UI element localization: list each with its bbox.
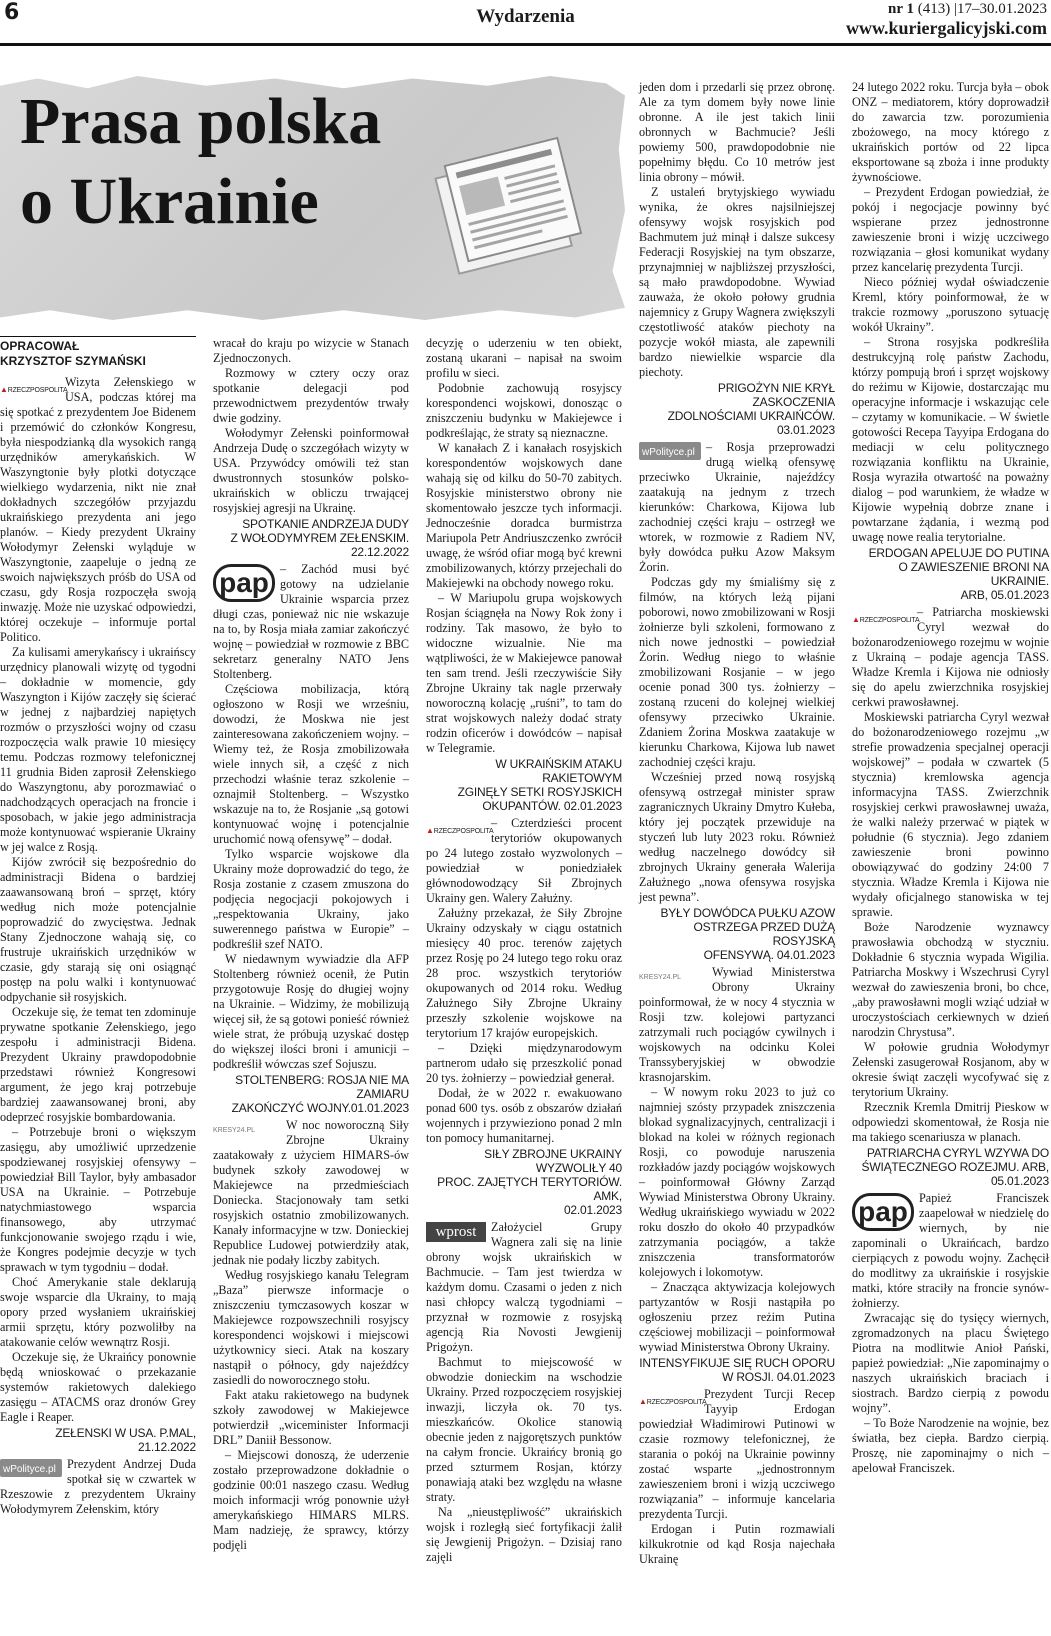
author-byline — [0, 336, 196, 369]
paragraph: Moskiewski patriarcha Cyryl wezwał do bożonarodzeniowego rozejmu „w strefie prowadzenia specjalnej operacji wojskowej” – podała w czwartek (5 stycznia) kremlowska agencja informacyjna TASS. Zwierzchnik rosyjskiej cerkwi prawosławnej uważa, że walki należy przerwać w piątek w południe (6 stycznia). Jego zdaniem zawieszenie broni powinno obowiązywać do godziny 24:00 7 stycznia. Władze Kremla i Kijowa nie wydały oficjalnego stanowiska w tej sprawie. — [852, 710, 1049, 919]
paragraph: Rozmowy w cztery oczy oraz spotkanie delegacji pod przewodnictwem prezydentów trwały dwie godziny. — [213, 366, 409, 425]
paragraph: Na „nieustępliwość” ukraińskich wojsk i rozległą sieć fortyfikacji żalił się Jewgienij Prigożyn. – Dzisiaj rano zajęli — [426, 1505, 622, 1564]
paragraph: – Prezydent Erdogan powiedział, że pokój i negocjacje powinny być wspierane przez jednostronne zawieszenie broni i wizję uczciwego rozwiązania – głosi komunikat wydany przez kancelarię prezydenta Turcji. — [852, 185, 1049, 274]
kresy24-logo: KRESY24.PL — [213, 1127, 256, 1134]
page-number: 6 — [4, 0, 20, 25]
column-3 — [426, 336, 622, 1565]
source-credit: STOLTENBERG: ROSJA NIE MA ZAMIARU ZAKOŃCZYĆ WOJNY.01.01.2023 — [231, 1073, 409, 1115]
source-credit: ERDOGAN APELUJE DO PUTINA O ZAWIESZENIE BRONI NA UKRAINIE. ARB, 05.01.2023 — [868, 546, 1049, 602]
paragraph: Erdogan i Putin rozmawiali kilkukrotnie od kąd Rosja najechała Ukrainę — [639, 1522, 835, 1566]
paragraph: jeden dom i przedarli się przez obronę. Ale za tym domem były nowe linie obronne. A ile jest takich linii obronnych w Bachmucie? Jeśli powiemy 500, prawdopodobnie nie popełnimy błędu. Co 10 metrów jest linia obrony – mówił. — [639, 80, 835, 184]
kresy24-logo: KRESY24.PL — [639, 974, 682, 981]
paragraph: Choć Amerykanie stale deklarują swoje wsparcie dla Ukrainy, to mają opory przed wysłaniem ukraińskiej armii sprzętu, który pozwoliłby na atakowanie celów wewnątrz Rosji. — [0, 1275, 196, 1349]
title-line-2: o Ukrainie — [20, 165, 319, 238]
paragraph: W połowie grudnia Wołodymyr Zełenski zasugerował Rosjanom, aby w okresie świąt zaczęli wycofywać się z terytorium Ukrainy. — [852, 1040, 1049, 1099]
rzeczpospolita-logo: ▲RZECZPOSPOLITA — [426, 826, 494, 835]
paragraph: Bachmut to miejscowość w obwodzie donieckim na wschodzie Ukrainy. Przed rozpoczęciem rosyjskiej inwazji, liczyła ok. 70 tys. mieszkańców. Okolice stanowią obecnie jeden z najgorętszych punktów na całym froncie. Ukraińcy bronią go przed szturmem Rosjan, którzy ponawiają ataki bez względu na własne straty. — [426, 1355, 622, 1504]
title-line-1: Prasa polska — [20, 85, 382, 158]
rzeczpospolita-logo: ▲RZECZPOSPOLITA — [0, 385, 68, 394]
rzeczpospolita-logo: ▲RZECZPOSPOLITA — [852, 615, 920, 624]
paragraph: W noc noworoczną Siły Zbrojne Ukrainy zaatakowały z użyciem HIMARS-ów budynek szkoły zawodowej w Makiejewce na przedmieściach Doniecka. Stacjonowały tam setki rosyjskich ostatnio zmobilizowanych. Kanały informacyjne w tzw. Donieckiej Republice Ludowej potwierdziły atak, jednak nie podały liczby zabitych. — [213, 1118, 409, 1267]
paragraph: Podobnie zachowują rosyjscy korespondenci wojskowi, donosząc o zniszczeniu budynku w Makiejewce i podkreślając, że straty są nieznaczne. — [426, 381, 622, 440]
paragraph: – Czterdzieści procent terytoriów okupowanych po 24 lutego zostało wyzwolonych – powiedział w poniedziałek głównodowodzący Sił Zbrojnych Ukrainy gen. Walery Załużny. — [426, 816, 622, 905]
paragraph: Wywiad Ministerstwa Obrony Ukrainy poinformował, że w nocy 4 stycznia w Rosji tzw. kolejowi partyzanci zatrzymali ruch pociągów cywilnych i wojskowych na odcinku Kolei Transsyberyjskiej w obwodzie krasnojarskim. — [639, 965, 835, 1084]
paragraph: Boże Narodzenie wyznawcy prawosławia obchodzą w styczniu. Dokładnie 6 stycznia wypada Wigilia. Patriarcha Moskwy i Wszechrusi Cyryl wezwał do zawieszenia broni, bo chce, „aby prawosławni mogli wziąć udział w uroczystościach cerkiewnych w dzień narodzin Chrystusa”. — [852, 920, 1049, 1039]
source-credit: W UKRAIŃSKIM ATAKU RAKIETOWYM ZGINĘŁY SETKI ROSYJSKICH OKUPANTÓW. 02.01.2023 — [457, 757, 622, 813]
paragraph: W niedawnym wywiadzie dla AFP Stoltenberg również ocenił, że Putin przygotowuje Rosję do długiej wojny na Ukrainie. – Widzimy, że mobilizują więcej sił, że są gotowi ponieść również wiele strat, że próbują uzyskać dostęp do większej ilości broni i amunicji – podkreślił wówczas szef Sojuszu. — [213, 952, 409, 1071]
paragraph: Fakt ataku rakietowego na budynek szkoły zawodowej w Makiejewce potwierdził „wiceminister Informacji DRL” Daniił Bessonow. — [213, 1388, 409, 1447]
pap-logo: pap — [213, 564, 275, 602]
paragraph: Załużny przekazał, że Siły Zbrojne Ukrainy odzyskały w ciągu ostatnich miesięcy 40 proc. terenów zajętych przez Rosję po 24 lutego tego roku oraz 28 proc. wszystkich terytoriów okupowanych od 2014 roku. Według Załużnego Siły Zbrojne Ukrainy przeszły szkolenie wojskowe na terytorium 17 krajów europejskich. — [426, 906, 622, 1040]
byline-label: OPRACOWAŁ — [0, 339, 80, 353]
paragraph: wracał do kraju po wizycie w Stanach Zjednoczonych. — [213, 336, 409, 365]
paragraph: – To Boże Narodzenie na wojnie, bez światła, bez ciepła. Bardzo cierpią. Proszę, nie zapominajmy o nich – apelował Franciszek. — [852, 1416, 1049, 1475]
paragraph: Za kulisami amerykańscy i ukraińscy urzędnicy planowali wizytę od tygodni – dokładnie w momencie, gdy Waszyngton i Kijów zaczęły się ścierać w jednej z najbardziej napiętych rozmów o przyszłości wojny od czasu rozpoczęcia walk prawie 10 miesięcy temu. Podczas rozmowy telefonicznej 11 grudnia Biden zaprosił Zełenskiego do Waszyngtonu, aby porozmawiać o nadchodzących operacjach na froncie i sposobach, w jakie jego administracja może kontynuować wspieranie Ukrainy w jej walce z Rosją. — [0, 645, 196, 854]
source-credit: PATRIARCHA CYRYL WZYWA DO ŚWIĄTECZNEGO ROZEJMU. ARB, 05.01.2023 — [861, 1146, 1049, 1188]
paragraph: Tylko wsparcie wojskowe dla Ukrainy może doprowadzić do tego, że Rosja zostanie z czasem zmuszona do podjęcia negocjacji pokojowych i „respektowania Ukrainy, jako suwerennego państwa w Europie” – podkreślił szef NATO. — [213, 847, 409, 951]
paragraph: Wcześniej przed nową rosyjską ofensywą ostrzegał minister spraw zagranicznych Ukrainy Dmytro Kułeba, który jej początek przewiduje na styczeń lub luty 2023 roku. Również według naczelnego dowódcy sił zbrojnych Ukrainy generała Walerija Załużnego „nowa ofensywa rosyjska jest pewna”. — [639, 770, 835, 904]
paragraph: – Miejscowi donoszą, że uderzenie zostało przeprowadzone dokładnie o godzinie 00:01 naszego czasu. Według moich informacji wróg ponownie użył amerykańskiego HIMARS MLRS. Mam nadzieję, że sprawcy, którzy podjęli — [213, 1448, 409, 1552]
wprost-logo: wprost — [426, 1222, 486, 1242]
paragraph: Oczekuje się, że temat ten zdominuje prywatne spotkanie Zełenskiego, jego zespołu i administracji Bidena. Prezydent Ukrainy prawdopodobnie przedstawi również Kongresowi argument, że jego kraj potrzebuje bardziej zaawansowanej broni, aby odeprzeć rosyjskie bombardowania. — [0, 1005, 196, 1124]
source-credit: SPOTKANIE ANDRZEJA DUDY Z WOŁODYMYREM ZEŁENSKIM. 22.12.2022 — [230, 517, 409, 559]
pap-logo: pap — [852, 1193, 914, 1231]
author-name: KRZYSZTOF SZYMAŃSKI — [0, 354, 146, 368]
rzeczpospolita-logo: ▲RZECZPOSPOLITA — [639, 1397, 707, 1406]
paragraph: Z ustaleń brytyjskiego wywiadu wynika, że okres najsilniejszej ofensywy wojsk rosyjskich pod Bachmutem już minął i dalsze sukcesy Federacji Rosyjskiej na tym obszarze, przynajmniej w najbliższej przyszłości, są mało prawdopodobne. Wywiad zauważa, że około połowy grudnia najemnicy z Grupy Wagnera zwiększyli częstotliwość ataków piechoty na pozycje wokół miasta, ale zapewnili bardzo niewielkie wsparcie dla piechoty. — [639, 185, 835, 379]
issue-number: nr 1 — [888, 1, 914, 17]
paragraph: Założyciel Grupy Wagnera zali się na linie obrony wojsk ukraińskich w Bachmucie. – Tam jest twierdza w każdym domu. Czasami o jeden z nich nasi chłopcy walczą tygodniami – przyznał w rozmowie z rosyjską agencją Ria Novosti Jewgienij Prigożyn. — [426, 1220, 622, 1354]
paragraph: – W Mariupolu grupa wojskowych Rosjan ściągnęła na Nowy Rok żony i rodziny. Tak masowo, że było to widoczne wizualnie. Nie ma wątpliwości, że w Makiejewce panował ten sam trend. Jeśli rzeczywiście Siły Zbrojne Ukrainy tak nagle przerwały noworoczną kolację „ruśni”, to tam do strat wojskowych należy dodać straty rodzin oficerów i dowódców – napisał w Telegramie. — [426, 591, 622, 755]
paragraph: Dodał, że w 2022 r. ewakuowano ponad 600 tys. osób z obszarów działań wojennych i przywieziono ponad 2 mln ton pomocy humanitarnej. — [426, 1086, 622, 1145]
source-credit: INTENSYFIKUJE SIĘ RUCH OPORU W ROSJI. 04.01.2023 — [639, 1356, 835, 1384]
paragraph: – Rosja przeprowadzi drugą wielką ofensywę przeciwko Ukrainie, najeźdźcy zaatakują na jednym z trzech kierunków: Charkowa, Kijowa lub zachodniej części kraju – ostrzegł we wtorek, w rozmowie z Radiem NV, były dowódca pułku Azow Maksym Żorin. — [639, 440, 835, 574]
wpolityce-logo: wPolityce.pl — [639, 442, 701, 460]
paragraph: Wizyta Zełenskiego w USA, podczas której ma się spotkać z prezydentem Joe Bidenem i przemówić do członków Kongresu, była niespodzianką dla wysokich rangą urzędników amerykańskich. W Waszyngtonie były plotki dotyczące wielkiego wydarzenia, nikt nie znał dokładnych szczegółów przyjazdu ukraińskiego prezydenta ani jego planów. – Kiedy prezydent Ukrainy Wołodymyr Zełenski wyląduje w Waszyngtonie, zaapeluje o jedną ze swoich największych próśb do USA od czasu, gdy Rosja rozpoczęła swoją inwazję. Może nie uzyskać odpowiedzi, której oczekuje – informuje portal Politico. — [0, 375, 196, 644]
paragraph: Papież Franciszek zaapelował w niedzielę do wiernych, by nie zapominali o Ukraińcach, bardzo cierpiących z powodu wojny. Zachęcił do modlitwy za ukraińskie i rosyjskie matki, które straciły na froncie synów-żołnierzy. — [852, 1191, 1049, 1310]
source-credit: ZEŁENSKI W USA. P.MAL, 21.12.2022 — [55, 1426, 196, 1454]
paragraph: W kanałach Z i kanałach rosyjskich korespondentów wojskowych dane wahają się od kilku do 50-70 zabitych. Rosyjskie ministerstwo obrony nie skomentowało jeszcze tych informacji. Jednocześnie doradca burmistrza Mariupola Petr Andriuszczenko zwrócił uwagę, że wśród ofiar mogą być krewni zmobilizowanych, którzy przejechali do Makiejewki na obchody nowego roku. — [426, 441, 622, 590]
paragraph: Nieco później wydał oświadczenie Kreml, który poinformował, że w trakcie rozmowy „poruszono sytuację wokół Ukrainy”. — [852, 275, 1049, 334]
paragraph: 24 lutego 2022 roku. Turcja była – obok ONZ – mediatorem, który doprowadził do zawarcia tzw. porozumienia zbożowego, na mocy którego z ukraińskich portów od 22 lipca eksportowane są zboża i inne produkty żywnościowe. — [852, 80, 1049, 184]
page-header — [0, 0, 1051, 46]
paragraph: Zwracając się do tysięcy wiernych, zgromadzonych na placu Świętego Piotra na modlitwie Anioł Pański, papież powiedział: „Nie zapominajmy o naszych ukraińskich braciach i siostrach. Bardzo cierpią z powodu wojny”. — [852, 1311, 1049, 1415]
source-credit: PRIGOŻYN NIE KRYŁ ZASKOCZENIA ZDOLNOŚCIAMI UKRAIŃCÓW. 03.01.2023 — [667, 381, 835, 437]
paragraph: Wołodymyr Zełenski poinformował Andrzeja Dudę o szczegółach wizyty w USA. Przywódcy omówili też stan dwustronnych stosunków polsko-ukraińskich w obliczu trwającej rosyjskiej agresji na Ukrainę. — [213, 426, 409, 515]
paragraph: Rzecznik Kremla Dmitrij Pieskow w odpowiedzi skomentował, że Rosja nie ma takiego scenariusza w planach. — [852, 1100, 1049, 1144]
paragraph: – Zachód musi być gotowy na udzielanie Ukrainie wsparcia przez długi czas, ponieważ nic nie wskazuje na to, by Rosja miała zamiar zakończyć wojnę – powiedział w rozmowie z BBC sekretarz generalny NATO Jens Stoltenberg. — [213, 562, 409, 681]
column-4 — [639, 80, 835, 1567]
section-title: Wydarzenia — [476, 6, 575, 27]
column-2 — [213, 336, 409, 1553]
paragraph: Oczekuje się, że Ukraińcy ponownie będą wnioskować o przekazanie systemów rakietowych dalekiego zasięgu – ATACMS oraz dronów Grey Eagle i Reaper. — [0, 1350, 196, 1424]
wpolityce-logo: wPolityce.pl — [0, 1459, 62, 1477]
source-credit: SIŁY ZBROJNE UKRAINY WYZWOLIŁY 40 PROC. ZAJĘTYCH TERYTORIÓW. AMK, 02.01.2023 — [437, 1147, 622, 1217]
paragraph: – Patriarcha moskiewski Cyryl wezwał do bożonarodzeniowego rozejmu w wojnie z Ukrainą – podaje agencja TASS. Władze Kremla i Kijowa nie odniosły się do apelu zwierzchnika rosyjskiej cerkwi prawosławnej. — [852, 605, 1049, 709]
issue-dates: (413) |17–30.01.2023 — [914, 1, 1047, 17]
paragraph: Prezydent Turcji Recep Tayyip Erdogan powiedział Władimirowi Putinowi w czasie rozmowy telefonicznej, że starania o pokój na Ukrainie powinny zostać wsparte „jednostronnym zawieszeniem broni i wizją uczciwego rozwiązania” – informuje kancelaria prezydenta Turcji. — [639, 1387, 835, 1521]
column-1 — [0, 336, 196, 1517]
paragraph: – Dzięki międzynarodowym partnerom udało się przeszkolić ponad 20 tys. żołnierzy – powiedział generał. — [426, 1041, 622, 1085]
paragraph: Kijów zwrócił się bezpośrednio do administracji Bidena o bardziej zaawansowaną broń – sprzęt, który według nich może potencjalnie poprowadzić do zwycięstwa. Jednak Stany Zjednoczone wahają się, co frustruje ukraińskich urzędników w czasie, gdy starają się oni osiągnąć postęp na polu walki i kontynuować odpychanie sił rosyjskich. — [0, 855, 196, 1004]
source-credit: BYŁY DOWÓDCA PUŁKU AZOW OSTRZEGA PRZED DUŻĄ ROSYJSKĄ OFENSYWĄ. 04.01.2023 — [660, 906, 835, 962]
paragraph: Prezydent Andrzej Duda spotkał się w czwartek w Rzeszowie z prezydentem Ukrainy Wołodymyrem Zełenskim, który — [0, 1457, 196, 1516]
paragraph: – Znacząca aktywizacja kolejowych partyzantów w Rosji nastąpiła po ogłoszeniu przez reżim Putina częściowej mobilizacji – poinformował wywiad Ministerstwa Obrony Ukrainy. — [639, 1280, 835, 1354]
paragraph: Według rosyjskiego kanału Telegram „Baza” pierwsze informacje o zniszczeniu tymczasowych koszar w Makiejewce rozpowszechnili rosyjscy korespondenci wojskowi i miejscowi użytkownicy sieci. Atak na koszary nastąpił o północy, gdy najeźdźcy zasiedli do noworocznego stołu. — [213, 1268, 409, 1387]
paragraph: – Potrzebuje broni o większym zasięgu, aby umożliwić uprzedzenie spodziewanej rosyjskiej ofensywy – powiedział Bill Taylor, były ambasador USA na Ukrainie. – Potrzebuje natychmiastowego wsparcia finansowego, aby utrzymać funkcjonowanie swojego rządu i wie, że Kongres podejmie decyzje w tych sprawach w tym tygodniu – dodał. — [0, 1125, 196, 1274]
paragraph: Podczas gdy my śmialiśmy się z filmów, na których leżą pijani poborowi, nowo zmobilizowani w Rosji żołnierze byli szkoleni, formowano z nich nowe jednostki – powiedział Żorin. Według niego to właśnie zmobilizowani Rosjanie – w jego ocenie ponad 300 tys. żołnierzy – zostaną rzuceni do kolejnej wielkiej ofensywy przeciwko Ukrainie. Zdaniem Żorina Moskwa zaatakuje w kierunku Charkowa, Kijowa lub nawet zachodniej części kraju. — [639, 575, 835, 769]
paragraph: Częściowa mobilizacja, którą ogłoszono w Rosji we wrześniu, dowodzi, że Moskwa nie jest zainteresowana zakończeniem wojny. – Wiemy też, że Rosja zmobilizowała wiele innych sił, a część z nich przechodzi właśnie teraz szkolenie – oznajmił Stoltenberg. – Wszystko wskazuje na to, że Rosjanie „są gotowi kontynuować wojnę i potencjalnie uruchomić nową ofensywę” – dodał. — [213, 682, 409, 846]
paragraph: – Strona rosyjska podkreśliła destrukcyjną rolę państw Zachodu, którzy pompują broń i sprzęt wojskowy do reżimu w Kijowie, dostarczając mu operacyjne informacje i wskazując cele – czytamy w komunikacie. – W świetle gotowości Recepa Tayyipa Erdogana do mediacji w celu politycznego rozwiązania konfliktu na Ukrainie, Rosja wyraziła otwartość na poważny dialog – pod warunkiem, że władze w Kijowie wypełnią dobrze znane i powtarzane żądania, i wezmą pod uwagę nowe realia terytorialne. — [852, 335, 1049, 544]
article-title — [20, 82, 440, 242]
column-5 — [852, 80, 1049, 1476]
issue-info — [888, 0, 1047, 18]
website-link[interactable]: www.kuriergalicyjski.com — [846, 18, 1047, 38]
paragraph: decyzję o uderzeniu w ten obiekt, zostaną ukarani – napisał na swoim profilu w sieci. — [426, 336, 622, 380]
paragraph: – W nowym roku 2023 to już co najmniej szósty przypadek zniszczenia blokad sygnalizacyjnych, centralizacji i blokad na kolei w różnych regionach Rosji, co powoduje naruszenia rozkładów jazdy pociągów wojskowych – poinformował Główny Zarząd Wywiad Ministerstwa Obrony Ukrainy. Według ukraińskiego wywiadu w 2022 roku doszło do około 40 przypadków zatrzymania pociągów, a także zniszczenia transformatorów kolejowych i lokomotyw. — [639, 1085, 835, 1279]
